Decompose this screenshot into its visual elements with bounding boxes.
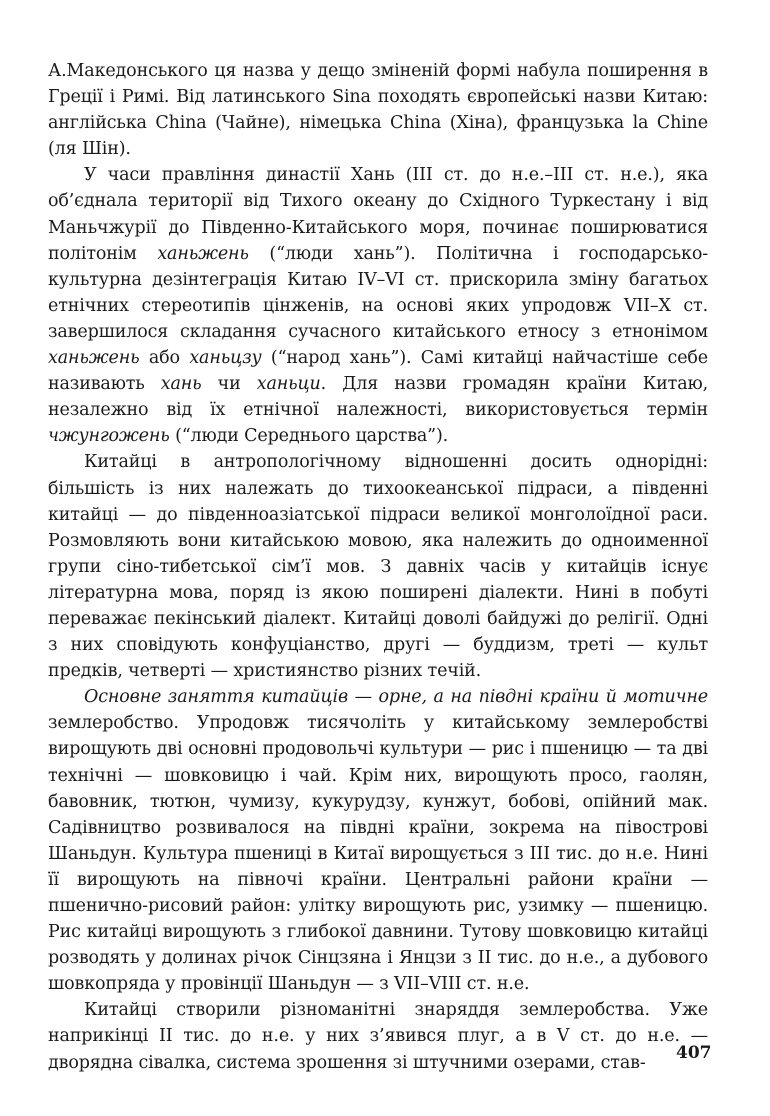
paragraph: Китайці створили різноманітні знаряддя землеробства. Уже наприкінці II тис. до н.е. у них з’явився плуг, а в V ст. до н.е. — дворядна сівалка, система зрошення зі штучними озерами, став- xyxy=(48,1000,708,1073)
italic-term: чжунгожень xyxy=(48,426,170,447)
italic-term: ханьжень xyxy=(157,243,249,264)
paragraph: Основне заняття китайців — орне, а на півдні країни й мотичне землеробство. Упродовж тисячоліть у китайському землеробстві вирощують дві основні продовольчі культури — рис і пшеницю — та дві технічні — шовковицю і чай. Крім них, вирощують просо, гаолян, бавовник, тютюн, чумизу, кукурудзу, кунжут, бобові, опійний мак. Садівництво розвивалося на півдні країни, зокрема на півострові Шаньдун. Культура пшениці в Китаї вирощується з III тис. до н.е. Нині її вирощують на півночі країни. Центральні райони країни — пшенично-рисовий район: улітку вирощують рис, узимку — пшеницю. Рис китайці вирощують з глибокої давнини. Тутову шовковицю китайці розводять у долинах річок Сінцзяна і Янцзи з II тис. до н.е., а дубового шовкопряда у провінції Шаньдун — з VII–VIII ст. н.е. xyxy=(48,687,708,995)
body-text xyxy=(48,58,708,1076)
page-number: 407 xyxy=(676,1043,712,1063)
italic-term: хань xyxy=(160,374,202,395)
paragraph: У часи правління династії Хань (ІІІ ст. до н.е.–ІІІ ст. н.е.), яка об’єднала території від Тихого океану до Східного Туркестану і від Маньчжурії до Південно-Китайського моря, починає поширюватися політонім ханьжень (“люди хань”). Політична і господарсько-культурна дезінтеграція Китаю IV–VI ст. прискорила зміну багатьох етнічних стереотипів цінженів, на основі яких упродовж VII–X ст. завершилося складання сучасного китайського етносу з етнонімом ханьжень або ханьцзу (“народ хань”). Самі китайці найчастіше себе називають хань чи ханьци. Для назви громадян країни Китаю, незалежно від їх етнічної належності, використовується термін чжунгожень (“люди Середнього царства”). xyxy=(48,165,709,447)
italic-term: Основне заняття китайців — орне, а на півдні країни й мотичне xyxy=(84,687,708,708)
paragraph: А.Македонського ця назва у дещо зміненій формі набула поширення в Греції і Римі. Від латинського Sina походять європейські назви Китаю: англійська China (Чайне), німецька China (Хіна), французька la Chine (ля Шін). xyxy=(48,61,708,160)
paragraph: Китайці в антропологічному відношенні досить однорідні: більшість із них належать до тихоокеанської підраси, а південні китайці — до південноазіатської підраси великої монголоїдної раси. Розмовляють вони китайською мовою, яка належить до одноименної групи сіно-тибетської сім’ї мов. З давніх часів у китайців існує літературна мова, поряд із якою поширені діалекти. Нині в побуті переважає пекінський діалект. Китайці доволі байдужі до релігії. Одні з них сповідують конфуціанство, другі — буддизм, треті — культ предків, четверті — християнство різних течій. xyxy=(48,452,708,682)
italic-term: ханьцзу xyxy=(189,348,262,369)
italic-term: ханьци xyxy=(256,374,321,395)
italic-term: ханьжень xyxy=(48,348,140,369)
